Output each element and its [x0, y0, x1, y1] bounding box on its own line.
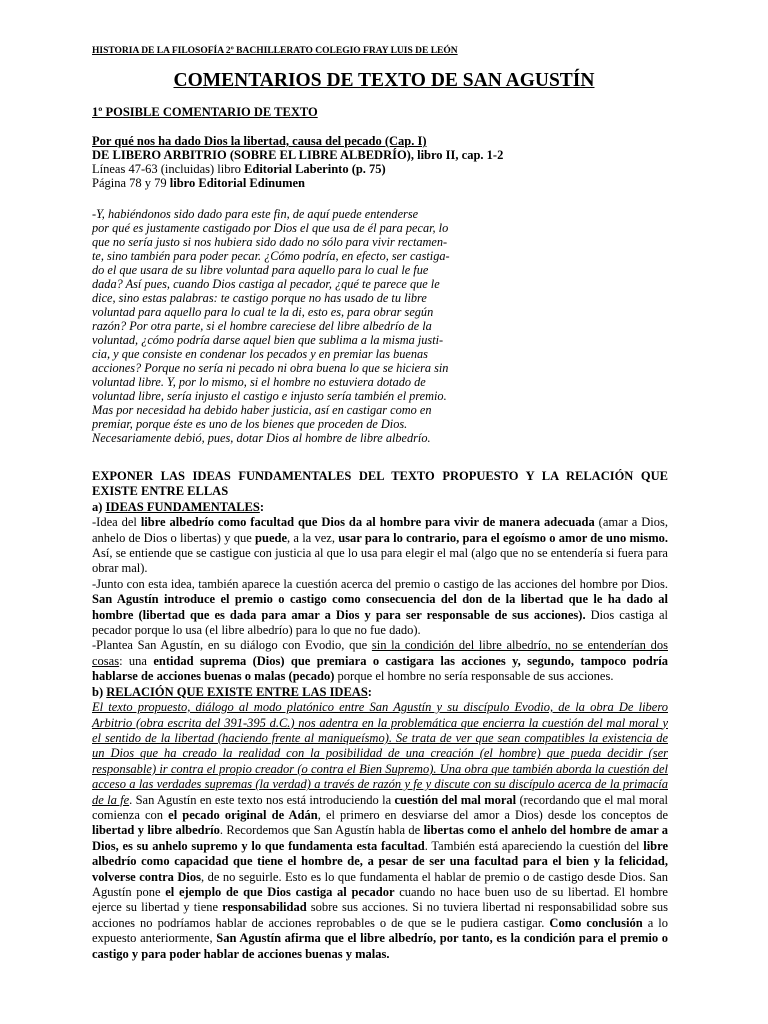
text-run: libre albedrío como facultad que Dios da al hombre para vivir de manera adecuada — [140, 515, 595, 530]
quote-line: dice, sino estas palabras: te castigo porque no has usado de tu libre — [92, 291, 427, 305]
quote-line: acciones? Porque no sería ni pecado ni obra buena lo que se hiciera sin — [92, 361, 449, 375]
section-heading: EXPONER LAS IDEAS FUNDAMENTALES DEL TEXTO PROPUESTO Y LA RELACIÓN QUE EXISTE ENTRE ELLAS — [92, 469, 668, 499]
text-run: sobre sus acciones. Si no tuviera libertad ni responsabilidad sobre sus acciones no podríamos hablar de acciones reprobables o de que se le pudiera castigar. — [92, 900, 668, 930]
relation-heading: b) RELACIÓN QUE EXISTE ENTRE LAS IDEAS: — [92, 684, 372, 699]
text-run: El texto propuesto, diálogo al modo platónico entre San Agustín y su discípulo Evodio, de la obra De libero Arbitrio (obra escrita del 391-395 d.C.) nos adentra en la problemática que encierra la cuestión del mal moral y el sentido de la libertad (haciendo frente al maniqueísmo). Se trata de ver que sean compatibles la existencia de un Dios que ha creado la realidad con la posibilidad de una creación (el hombre) que pueda decidir (ser responsable) ir contra el propio creador (o contra el Bien Supremo). Una obra que también aborda la cuestión del acceso a las verdades supremas (la verdad) a través de razón y fe y discute con su discípulo acerca de la primacía de la fe — [92, 700, 668, 807]
quote-line: voluntad libre, sería injusto el castigo e injusto sería también el premio. — [92, 389, 447, 403]
text-run: libre albedrío como capacidad que tiene el hombre de, a pesar de ser una facultad para el bien y la felicidad, volverse contra Dios — [92, 838, 668, 884]
text-run: Dios castiga al pecador porque lo usa (el libre albedrío) para lo que no fue dado). — [92, 607, 668, 638]
text-run: el pecado original de Adán — [168, 807, 318, 822]
quote-line: voluntad, ¿cómo podría darse aquel bien que sublima a la misma justi- — [92, 333, 444, 347]
quote-line: te, sino también para poder pecar. ¿Cómo podría, en efecto, ser castiga- — [92, 249, 450, 263]
text-run: porque el hombre no sería responsable de sus acciones. — [334, 669, 614, 684]
text-run: sin la condición del libre albedrío, no se entenderían dos cosas — [92, 638, 668, 668]
text-run: : una — [119, 653, 154, 668]
text-run: . También está apareciendo la cuestión del — [424, 838, 644, 853]
quote-line: Mas por necesidad ha debido haber justicia, así en castigar como en — [92, 403, 432, 417]
text-run: (recordando que el mal moral comienza con — [92, 792, 669, 822]
idea-paragraph-1 — [92, 515, 668, 577]
text-run: cuando no hace buen uso de su libertad. El hombre ejerce su libertad y tiene — [92, 884, 668, 915]
text-run: , el primero en desviarse del amor a Dios) desde los conceptos de — [317, 807, 669, 822]
text-run: San Agustín afirma que el libre albedrío, por tanto, es la condición para el premio o castigo y para poder hablar de acciones buenas y malas. — [92, 931, 669, 961]
idea-paragraph-3 — [92, 638, 668, 684]
text-run: libertas como el anhelo del hombre de amar a Dios, es su anhelo supremo y lo que fundamenta esta facultad — [92, 823, 669, 853]
relation-paragraph — [92, 700, 668, 962]
quote-line: voluntad para aquello para lo cual te la di, esto es, para obrar según — [92, 305, 434, 319]
text-run: puede — [255, 530, 287, 545]
text-run: San Agustín introduce el premio o castigo como consecuencia del don de la libertad que le ha dado al hombre (libertad que es dada para amar a Dios y para ser responsable de sus acciones). — [92, 592, 668, 622]
comment-subtitle: 1º POSIBLE COMENTARIO DE TEXTO — [92, 105, 318, 119]
text-run: . Recordemos que San Agustín habla de — [219, 823, 424, 838]
page-title: COMENTARIOS DE TEXTO DE SAN AGUSTÍN — [173, 70, 595, 91]
text-run: libertad y libre albedrío — [92, 823, 220, 838]
quote-line: que no sería justo si nos hubiera sido dado no sólo para vivir rectamen- — [92, 235, 448, 249]
quote-line: cia, y que consiste en condenar los pecados y en premiar las buenas — [92, 347, 428, 361]
quote-line: razón? Por otra parte, si el hombre careciese del libre albedrío de la — [92, 319, 432, 333]
quote-line: voluntad libre. Y, por lo mismo, si el hombre no estuviera dotado de — [92, 375, 426, 389]
text-run: -Plantea San Agustín, en su diálogo con Evodio, que — [92, 638, 372, 653]
quote-line: Necesariamente debió, pues, dotar Dios al hombre de libre albedrío. — [92, 431, 431, 445]
text-run: , de no seguirle. Esto es lo que fundamenta el hablar de premio o de castigo desde Dios. San Agustín pone — [92, 869, 668, 899]
text-run: . San Agustín en este texto nos está introduciendo la — [129, 792, 395, 807]
quote-line: dada? Así pues, cuando Dios castiga al pecador, ¿qué te parece que le — [92, 277, 440, 291]
lines-reference: Líneas 47-63 (incluidas) libro Editorial Laberinto (p. 75) — [92, 162, 386, 176]
document-header: HISTORIA DE LA FILOSOFÍA 2º BACHILLERATO COLEGIO FRAY LUIS DE LEÓN — [92, 46, 458, 56]
pages-reference: Página 78 y 79 libro Editorial Edinumen — [92, 176, 305, 190]
text-run: Así, se entiende que se castigue con justicia al que lo usa para elegir el mal (algo que no se entendería si fuera para obrar mal). — [92, 546, 668, 576]
analysis-section — [92, 469, 668, 962]
text-run: Como conclusión — [549, 915, 643, 930]
quote-line: por qué es justamente castigado por Dios el que usa de él para pecar, lo — [92, 221, 449, 235]
quote-line: premiar, porque éste es uno de los bienes que proceden de Dios. — [92, 417, 408, 431]
quote-line: do el que usara de su libre voluntad para aquello para lo cual le fue — [92, 263, 429, 277]
text-run: a lo expuesto anteriormente, — [92, 915, 668, 946]
quote-line: -Y, habiéndonos sido dado para este fin, de aquí puede entenderse — [92, 207, 419, 221]
text-run: entidad suprema (Dios) que premiara o castigara las acciones y, segundo, tampoco podría hablarse de acciones buenas o malas (pecado) — [92, 653, 668, 684]
idea-paragraph-2 — [92, 577, 668, 639]
work-reference: DE LIBERO ARBITRIO (SOBRE EL LIBRE ALBEDRÍO), libro II, cap. 1-2 — [92, 148, 504, 162]
text-run: (amar a Dios, anhelo de Dios o libertas) y que — [92, 515, 668, 545]
text-run: cuestión del mal moral — [394, 792, 517, 807]
text-run: responsabilidad — [222, 900, 307, 915]
text-run: usar para lo contrario, para el egoísmo o amor de uno mismo. — [338, 530, 669, 545]
ideas-heading: a) IDEAS FUNDAMENTALES: — [92, 499, 265, 514]
text-run: -Idea del — [92, 515, 141, 530]
text-run: el ejemplo de que Dios castiga al pecador — [165, 884, 395, 899]
text-run: -Junto con esta idea, también aparece la cuestión acerca del premio o castigo de las acciones del hombre por Dios. — [92, 576, 668, 591]
text-reference-title: Por qué nos ha dado Dios la libertad, causa del pecado (Cap. I) — [92, 134, 427, 148]
text-run: , a la vez, — [287, 530, 339, 545]
